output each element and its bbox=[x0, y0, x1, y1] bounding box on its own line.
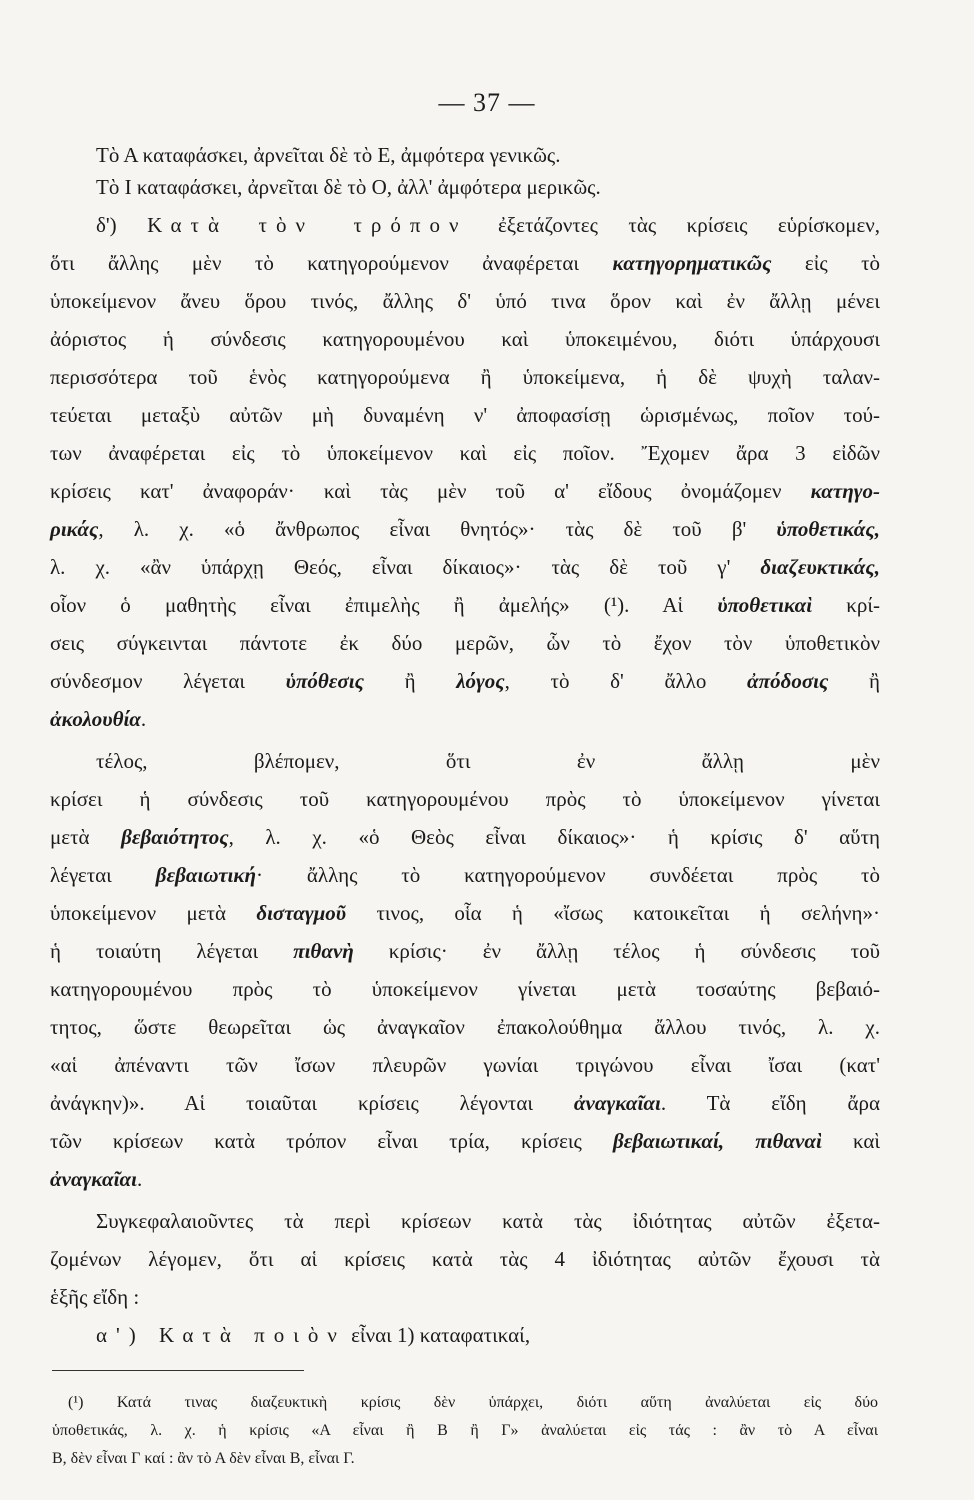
line-text: κατηγορουμένου πρὸς τὸ ὑποκείμενον γίνεται μετὰ τοσαύτης βεβαιό- bbox=[50, 977, 880, 1001]
footnote-line bbox=[52, 1446, 878, 1472]
text-line bbox=[50, 1244, 880, 1274]
bold-term: ἀναγκαῖαι bbox=[573, 1091, 661, 1115]
text-line bbox=[50, 1126, 880, 1156]
footnote-line bbox=[52, 1418, 878, 1444]
line-text: οἷον ὁ μαθητὴς εἶναι ἐπιμελὴς ἢ ἀμελής» (¹). Αἱ bbox=[50, 593, 684, 617]
text-line bbox=[50, 704, 880, 734]
line-text: περισσότερα τοῦ ἑνὸς κατηγορούμενα ἢ ὑποκείμενα, ἡ δὲ ψυχὴ ταλαν- bbox=[50, 365, 880, 389]
footnote-text: (¹) Κατά τινας διαζευκτικὴ κρίσις δὲν ὑπάρχει, διότι αὕτη ἀναλύεται εἰς δύο bbox=[68, 1394, 878, 1411]
text-line bbox=[50, 1012, 880, 1042]
text-line bbox=[96, 1206, 880, 1236]
line-text: ἀόριστος ἡ σύνδεσις κατηγορουμένου καὶ ὑποκειμένου, διότι ὑπάρχουσι bbox=[50, 327, 880, 351]
bold-term: κατηγορηματικῶς bbox=[612, 251, 772, 275]
text-line bbox=[96, 140, 880, 170]
spaced-heading: τὸν τρόπον bbox=[258, 213, 468, 237]
footnote-divider bbox=[52, 1370, 304, 1371]
text-line bbox=[50, 400, 880, 430]
line-text: , τὸ δ' ἄλλο bbox=[504, 669, 707, 693]
text-line bbox=[50, 286, 880, 316]
line-text: σύνδεσμον λέγεται bbox=[50, 669, 245, 693]
line-text: Συγκεφαλαιοῦντες τὰ περὶ κρίσεων κατὰ τὰς ἰδιότητας αὐτῶν ἐξετα- bbox=[96, 1209, 880, 1233]
line-text: Τὸ Α καταφάσκει, ἀρνεῖται δὲ τὸ Ε, ἀμφότερα γενικῶς. bbox=[96, 143, 561, 167]
spaced-heading: Κατὰ bbox=[147, 213, 229, 237]
line-text: Τὸ Ι καταφάσκει, ἀρνεῖται δὲ τὸ Ο, ἀλλ' ἀμφότερα μερικῶς. bbox=[96, 175, 601, 199]
text-line bbox=[96, 172, 880, 202]
bold-term: βεβαιωτικαί, πιθαναὶ bbox=[613, 1129, 822, 1153]
line-text: · ἄλλης τὸ κατηγορούμενον συνδέεται πρὸς τὸ bbox=[256, 863, 880, 887]
line-text: τέλος, βλέπομεν, ὅτι ἐν ἄλλῃ μὲν bbox=[96, 749, 880, 773]
line-text: , λ. χ. «ὁ ἄνθρωπος εἶναι θνητός»· τὰς δὲ τοῦ β' bbox=[98, 517, 747, 541]
line-text: ἐξετάζοντες τὰς κρίσεις εὑρίσκομεν, bbox=[497, 213, 881, 237]
line-text: των ἀναφέρεται εἰς τὸ ὑποκείμενον καὶ εἰς ποῖον. Ἔχομεν ἄρα 3 εἰδῶν bbox=[50, 441, 880, 465]
line-text: κρίσει ἡ σύνδεσις τοῦ κατηγορουμένου πρὸς τὸ ὑποκείμενον γίνεται bbox=[50, 787, 880, 811]
footnote-text: ὑποθετικάς, λ. χ. ἡ κρίσις «Α εἶναι ἢ Β ἢ Γ» ἀναλύεται εἰς τάς : ἂν τὸ Α εἶναι bbox=[52, 1422, 878, 1439]
line-text: ζομένων λέγομεν, ὅτι αἱ κρίσεις κατὰ τὰς 4 ἰδιότητας αὐτῶν ἔχουσι τὰ bbox=[50, 1247, 880, 1271]
line-text: ἑξῆς εἴδη : bbox=[50, 1285, 140, 1309]
line-text: εἰς τὸ bbox=[804, 251, 881, 275]
line-text: τεύεται μεταξὺ αὐτῶν μὴ δυναμένη ν' ἀποφασίσῃ ὡρισμένως, ποῖον τού- bbox=[50, 403, 880, 427]
text-line bbox=[50, 1088, 880, 1118]
line-text: κρίσεις κατ' ἀναφοράν· καὶ τὰς μὲν τοῦ α' εἴδους ὀνομάζομεν bbox=[50, 479, 782, 503]
line-text: δ') bbox=[96, 213, 117, 237]
line-text: σεις σύγκεινται πάντοτε ἐκ δύο μερῶν, ὧν τὸ ἔχον τὸν ὑποθετικὸν bbox=[50, 631, 880, 655]
text-line bbox=[50, 476, 880, 506]
footnote-line bbox=[68, 1390, 878, 1416]
text-line bbox=[50, 438, 880, 468]
footnote-text: Β, δὲν εἶναι Γ καί : ἂν τὸ Α δὲν εἶναι Β, εἶναι Γ. bbox=[52, 1450, 355, 1467]
line-text: λέγεται bbox=[50, 863, 112, 887]
line-text: ὑποκείμενον μετὰ bbox=[50, 901, 226, 925]
line-text: κρί- bbox=[846, 593, 881, 617]
line-text: τινος, οἷα ἡ «ἴσως κατοικεῖται ἡ σελήνη»· bbox=[376, 901, 881, 925]
bold-term: ἀπόδοσις bbox=[747, 669, 829, 693]
text-line bbox=[96, 746, 880, 776]
text-line bbox=[50, 248, 880, 278]
line-text: τητος, ὥστε θεωρεῖται ὡς ἀναγκαῖον ἐπακολούθημα ἄλλου τινός, λ. χ. bbox=[50, 1015, 880, 1039]
text-line bbox=[50, 1050, 880, 1080]
bold-term: διαζευκτικάς, bbox=[760, 555, 880, 579]
line-text: ἢ bbox=[404, 669, 416, 693]
text-line bbox=[50, 898, 880, 928]
text-line bbox=[50, 666, 880, 696]
line-text: ἢ bbox=[869, 669, 881, 693]
text-line bbox=[50, 784, 880, 814]
line-text: , λ. χ. «ὁ Θεὸς εἶναι δίκαιος»· ἡ κρίσις δ' αὕτη bbox=[228, 825, 881, 849]
text-line bbox=[50, 552, 880, 582]
text-line bbox=[50, 590, 880, 620]
line-text: ἡ τοιαύτη λέγεται bbox=[50, 939, 259, 963]
text-line bbox=[50, 1282, 880, 1312]
text-line bbox=[96, 1320, 880, 1350]
bold-term: λόγος bbox=[456, 669, 505, 693]
line-text: καὶ bbox=[852, 1129, 880, 1153]
text-line bbox=[50, 362, 880, 392]
text-line bbox=[50, 1164, 880, 1194]
line-text: . bbox=[136, 1167, 143, 1191]
line-text: τῶν κρίσεων κατὰ τρόπον εἶναι τρία, κρίσεις bbox=[50, 1129, 582, 1153]
bold-term: ὑποθετικάς, bbox=[776, 517, 880, 541]
line-text: ὅτι ἄλλης μὲν τὸ κατηγορούμενον ἀναφέρεται bbox=[50, 251, 580, 275]
text-line bbox=[50, 860, 880, 890]
bold-term: ὑπόθεσις bbox=[285, 669, 364, 693]
text-line bbox=[50, 628, 880, 658]
bold-term: κατηγο- bbox=[810, 479, 880, 503]
bold-term: ἀκολουθία bbox=[50, 707, 141, 731]
bold-term: ρικάς bbox=[50, 517, 99, 541]
line-text: κρίσις· ἐν ἄλλῃ τέλος ἡ σύνδεσις τοῦ bbox=[388, 939, 880, 963]
bold-term: βεβαιότητος bbox=[121, 825, 229, 849]
line-text: λ. χ. «ἂν ὑπάρχῃ Θεός, εἶναι δίκαιος»· τὰς δὲ τοῦ γ' bbox=[50, 555, 731, 579]
bold-term: δισταγμοῦ bbox=[256, 901, 347, 925]
text-line bbox=[96, 210, 880, 240]
text-line bbox=[50, 822, 880, 852]
bold-term: ἀναγκαῖαι bbox=[50, 1167, 137, 1191]
line-text: ἀνάγκην)». Αἱ τοιαῦται κρίσεις λέγονται bbox=[50, 1091, 534, 1115]
text-line bbox=[50, 936, 880, 966]
bold-term: ὑποθετικαὶ bbox=[717, 593, 813, 617]
line-text: εἶναι 1) καταφατικαί, bbox=[351, 1323, 531, 1347]
text-line bbox=[50, 514, 880, 544]
line-text: ὑποκείμενον ἄνευ ὅρου τινός, ἄλλης δ' ὑπό τινα ὅρον καὶ ἐν ἄλλῃ μένει bbox=[50, 289, 880, 313]
bold-term: πιθανὴ bbox=[293, 939, 354, 963]
text-line bbox=[50, 324, 880, 354]
line-text: μετὰ bbox=[50, 825, 90, 849]
line-text: . Τὰ εἴδη ἄρα bbox=[660, 1091, 881, 1115]
bold-term: βεβαιωτική bbox=[155, 863, 257, 887]
page-number: — 37 — bbox=[438, 88, 536, 117]
spaced-heading: α') Κατὰ ποιὸν bbox=[96, 1323, 346, 1347]
text-line bbox=[50, 974, 880, 1004]
line-text: «αἱ ἀπέναντι τῶν ἴσων πλευρῶν γωνίαι τριγώνου εἶναι ἴσαι (κατ' bbox=[50, 1053, 880, 1077]
line-text: . bbox=[140, 707, 147, 731]
